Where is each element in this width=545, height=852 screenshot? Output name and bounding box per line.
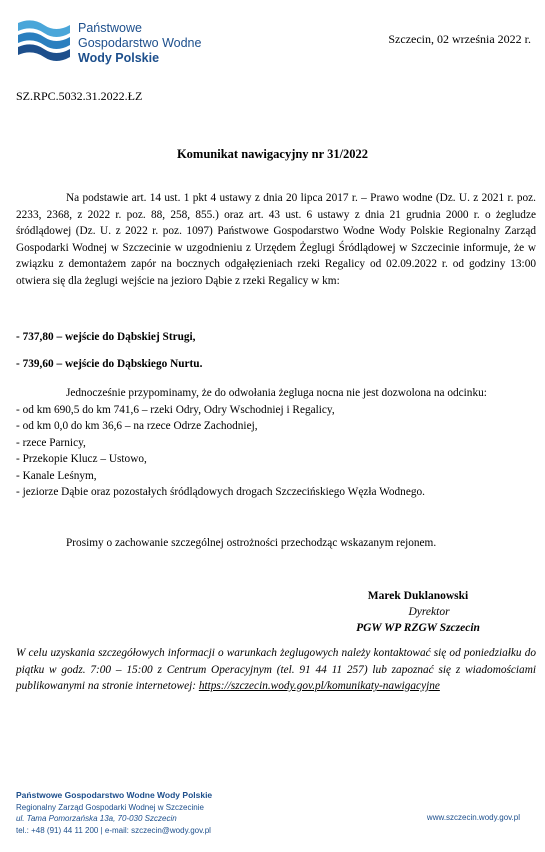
footer-address: ul. Tama Pomorzańska 13a, 70-030 Szczecin — [16, 814, 177, 823]
footer-contact: tel.: +48 (91) 44 11 200 | e-mail: szczecin@wody.gov.pl — [16, 825, 211, 835]
list-item: - Przekopie Klucz – Ustowo, — [16, 453, 147, 465]
contact-info-text: W celu uzyskania szczegółowych informacji o warunkach żeglugowych należy kontaktować się od poniedziałku do piątku w godz. 7:00 – 15:00 z Centrum Operacyjnym (tel. 91 44 11 257) lub zapoznać się z wiadomościami publikowanymi na stronie internetowej: — [16, 647, 536, 692]
section-list — [16, 402, 536, 501]
logo-line-1: Państwowe — [78, 21, 142, 35]
signatory-org: PGW WP RZGW Szczecin — [356, 622, 480, 634]
waves-logo-icon — [16, 19, 72, 63]
footer-website: www.szczecin.wody.gov.pl — [426, 813, 520, 822]
list-item: - od km 690,5 do km 741,6 – rzeki Odry, Odry Wschodniej i Regalicy, — [16, 403, 335, 416]
notice-intro: Jednocześnie przypominamy, że do odwołania żegluga nocna nie jest dozwolona na odcinku: — [66, 387, 487, 399]
list-item: - Kanale Leśnym, — [16, 469, 97, 482]
list-item: - jeziorze Dąbie oraz pozostałych śródlądowych drogach Szczecińskiego Węzła Wodnego. — [16, 486, 425, 498]
announcements-link[interactable]: https://szczecin.wody.gov.pl/komunikaty-nawigacyjne — [198, 680, 440, 692]
signatory-role: Dyrektor — [408, 606, 450, 618]
waterway-entry-2: - 739,60 – wejście do Dąbskiego Nurtu. — [16, 358, 203, 370]
document-date: Szczecin, 02 września 2022 r. — [388, 32, 531, 46]
night-navigation-notice — [16, 385, 536, 501]
footer-org-name: Państwowe Gospodarstwo Wodne Wody Polskie — [16, 790, 213, 800]
waterway-entry-1: - 737,80 – wejście do Dąbskiej Strugi, — [16, 331, 196, 343]
wody-polskie-logo — [16, 19, 202, 69]
list-item: - od km 0,0 do km 36,6 – na rzece Odrze Zachodniej, — [16, 420, 258, 432]
footer-unit: Regionalny Zarząd Gospodarki Wodnej w Szczecinie — [16, 802, 204, 812]
reference-number: SZ.RPC.5032.31.2022.ŁZ — [16, 89, 143, 103]
document-title: Komunikat nawigacyjny nr 31/2022 — [176, 147, 369, 161]
logo-line-2: Gospodarstwo Wodne — [78, 36, 202, 50]
contact-info — [16, 645, 536, 695]
caution-paragraph: Prosimy o zachowanie szczególnej ostrożności przechodząc wskazanym rejonem. — [66, 537, 437, 549]
footer — [16, 790, 212, 836]
list-item: - rzece Parnicy, — [16, 436, 86, 449]
signatory-name: Marek Duklanowski — [367, 590, 469, 602]
logo-line-3: Wody Polskie — [78, 51, 160, 65]
signature-block — [300, 588, 536, 636]
main-paragraph: Na podstawie art. 14 ust. 1 pkt 4 ustawy z dnia 20 lipca 2017 r. – Prawo wodne (Dz. U. z 2021 r. poz. 2233, 2368, z 2022 r. poz. 88, 258, 855.) oraz art. 43 ust. 6 ustawy z dnia 21 grudnia 2000 r. o żegludze śródlądowej (Dz. U. z 2022 r. poz. 1097) Państwowe Gospodarstwo Wodne Wody Polskie Regionalny Zarząd Gospodarki Wodnej w Szczecinie w uzgodnieniu z Urzędem Żeglugi Śródlądowej w Szczecinie informuje, że w związku z demontażem zapór na bocznych odgałęzieniach rzeki Regalicy od 02.09.2022 r. od godziny 13:00 otwiera się dla żeglugi wejście na jezioro Dąbie z rzeki Regalicy w km: — [16, 192, 536, 287]
